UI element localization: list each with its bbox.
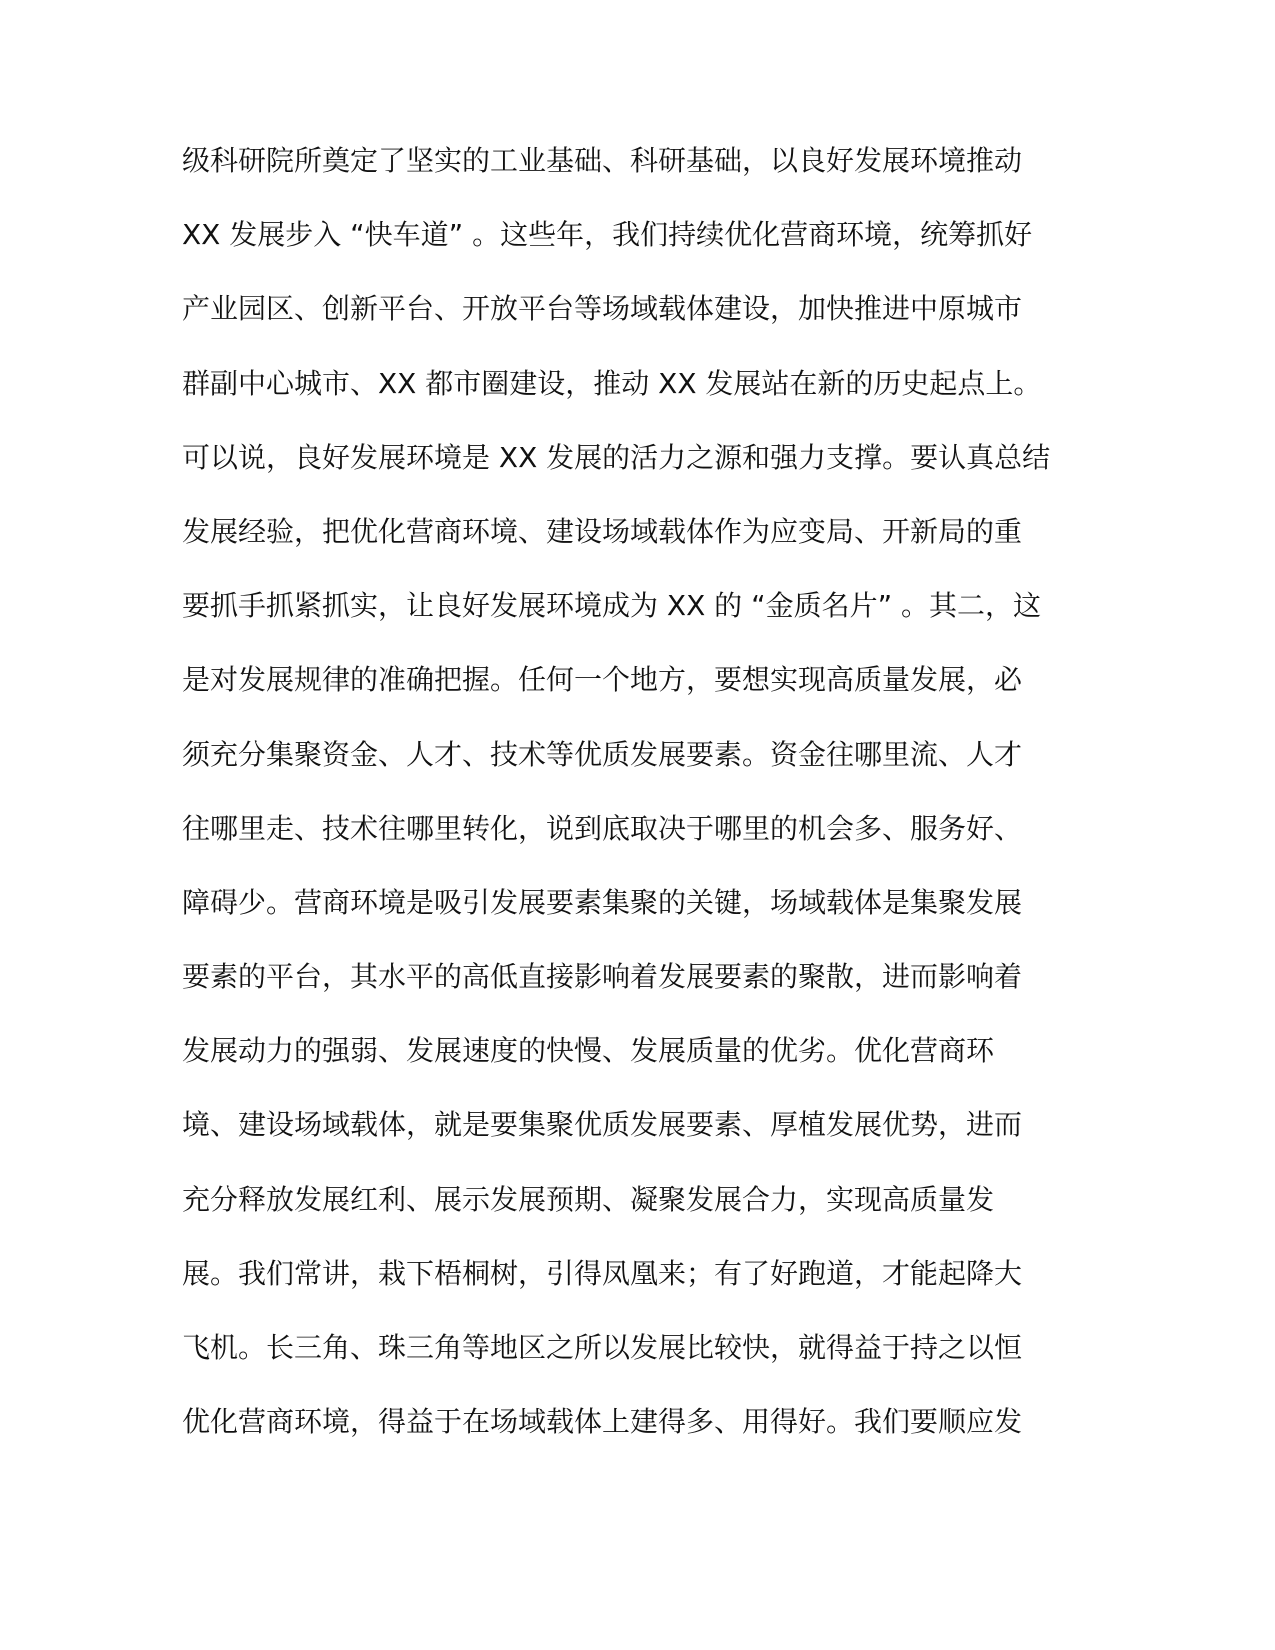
text-line: 级科研院所奠定了坚实的工业基础、科研基础，以良好发展环境推动	[182, 144, 1023, 177]
text-line: 充分释放发展红利、展示发展预期、凝聚发展合力，实现高质量发	[182, 1182, 995, 1216]
text-line: 障碍少。营商环境是吸引发展要素集聚的关键，场域载体是集聚发展	[182, 885, 1023, 919]
text-line: 是对发展规律的准确把握。任何一个地方，要想实现高质量发展，必	[182, 663, 1023, 697]
text-line: 要抓手抓紧抓实，让良好发展环境成为 XX 的 “金质名片” 。其二，这	[182, 589, 1041, 623]
text-line: 飞机。长三角、珠三角等地区之所以发展比较快，就得益于持之以恒	[182, 1331, 1023, 1364]
text-line: 发展动力的强弱、发展速度的快慢、发展质量的优劣。优化营商环	[182, 1034, 995, 1068]
text-line: 可以说，良好发展环境是 XX 发展的活力之源和强力支撑。要认真总结	[182, 440, 1051, 474]
text-line: 要素的平台，其水平的高低直接影响着发展要素的聚散，进而影响着	[182, 960, 1023, 994]
text-line: XX 发展步入 “快车道” 。这些年，我们持续优化营商环境，统筹抓好	[182, 218, 1033, 252]
text-line: 群副中心城市、XX 都市圈建设，推动 XX 发展站在新的历史起点上。	[182, 366, 1042, 400]
body-text	[182, 137, 1082, 1472]
text-line: 发展经验，把优化营商环境、建设场域载体作为应变局、开新局的重	[182, 514, 1023, 548]
text-line: 境、建设场域载体，就是要集聚优质发展要素、厚植发展优势，进而	[182, 1108, 1023, 1142]
text-line: 展。我们常讲，栽下梧桐树，引得凤凰来；有了好跑道，才能起降大	[182, 1256, 1023, 1290]
text-line: 产业园区、创新平台、开放平台等场域载体建设，加快推进中原城市	[182, 292, 1023, 326]
text-line: 优化营商环境，得益于在场域载体上建得多、用得好。我们要顺应发	[182, 1405, 1023, 1439]
text-line: 须充分集聚资金、人才、技术等优质发展要素。资金往哪里流、人才	[182, 737, 1023, 771]
text-line: 往哪里走、技术往哪里转化，说到底取决于哪里的机会多、服务好、	[182, 811, 1023, 845]
